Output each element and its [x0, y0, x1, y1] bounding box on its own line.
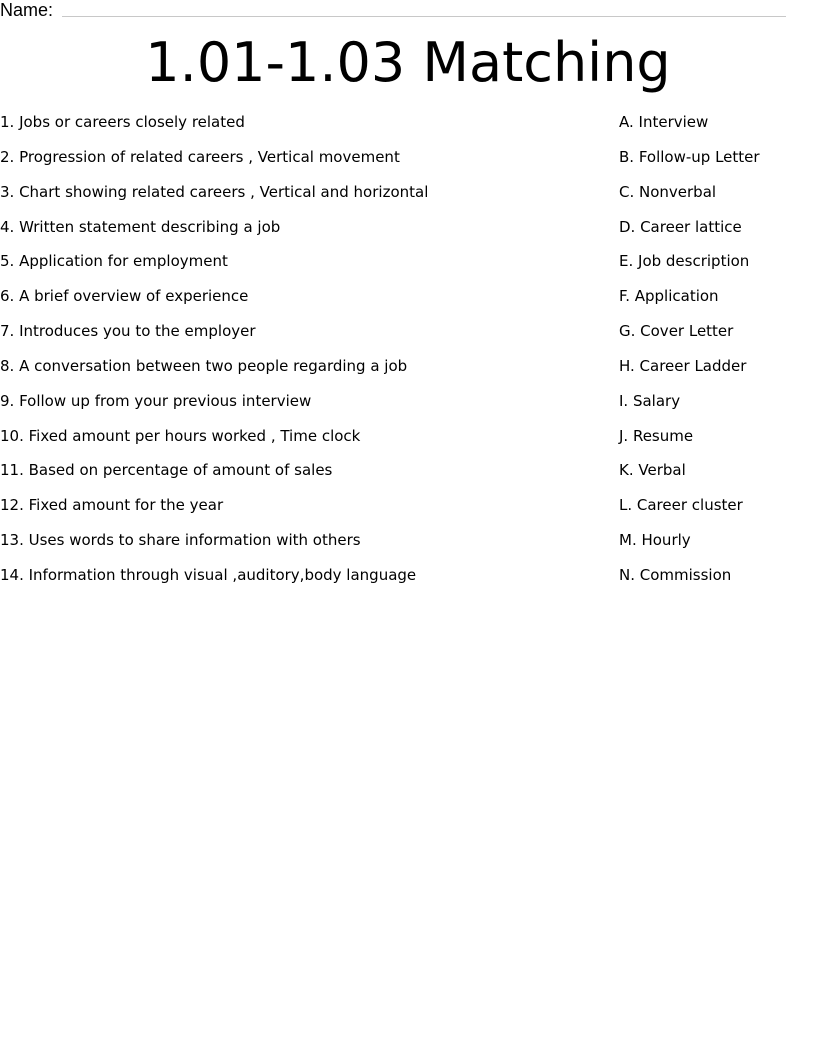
clue-item: 8. A conversation between two people regarding a job [0, 356, 408, 375]
clue-item: 14. Information through visual ,auditory,body language [0, 565, 417, 584]
answer-item: H. Career Ladder [619, 356, 747, 375]
answer-item: B. Follow-up Letter [619, 147, 760, 166]
name-label: Name: [0, 0, 54, 20]
clue-item: 9. Follow up from your previous interview [0, 391, 312, 410]
answer-item: G. Cover Letter [619, 322, 734, 341]
name-row [0, 0, 790, 22]
answer-item: E. Job description [619, 252, 750, 271]
answer-item: J. Resume [619, 426, 694, 445]
answer-item: C. Nonverbal [619, 182, 717, 201]
clue-item: 1. Jobs or careers closely related [0, 113, 245, 131]
answer-item: D. Career lattice [619, 217, 742, 236]
clue-list [0, 112, 600, 600]
clue-item: 3. Chart showing related careers , Vertical and horizontal [0, 182, 429, 201]
clue-item: 11. Based on percentage of amount of sales [0, 461, 333, 480]
answer-item: A. Interview [619, 113, 709, 131]
answer-list [619, 112, 809, 600]
clue-item: 2. Progression of related careers , Vertical movement [0, 147, 400, 166]
worksheet-title: 1.01-1.03 Matching [145, 31, 671, 94]
clue-item: 5. Application for employment [0, 252, 228, 271]
clue-item: 6. A brief overview of experience [0, 287, 249, 306]
answer-item: N. Commission [619, 565, 732, 584]
clue-item: 4. Written statement describing a job [0, 217, 281, 236]
clue-item: 10. Fixed amount per hours worked , Time clock [0, 426, 361, 445]
name-line[interactable] [62, 16, 786, 17]
clue-item: 12. Fixed amount for the year [0, 496, 224, 515]
answer-item: L. Career cluster [619, 496, 743, 515]
answer-item: K. Verbal [619, 461, 686, 480]
clue-item: 13. Uses words to share information with others [0, 531, 361, 550]
clue-item: 7. Introduces you to the employer [0, 322, 256, 341]
answer-item: M. Hourly [619, 531, 691, 550]
answer-item: I. Salary [619, 391, 681, 410]
answer-item: F. Application [619, 287, 719, 306]
